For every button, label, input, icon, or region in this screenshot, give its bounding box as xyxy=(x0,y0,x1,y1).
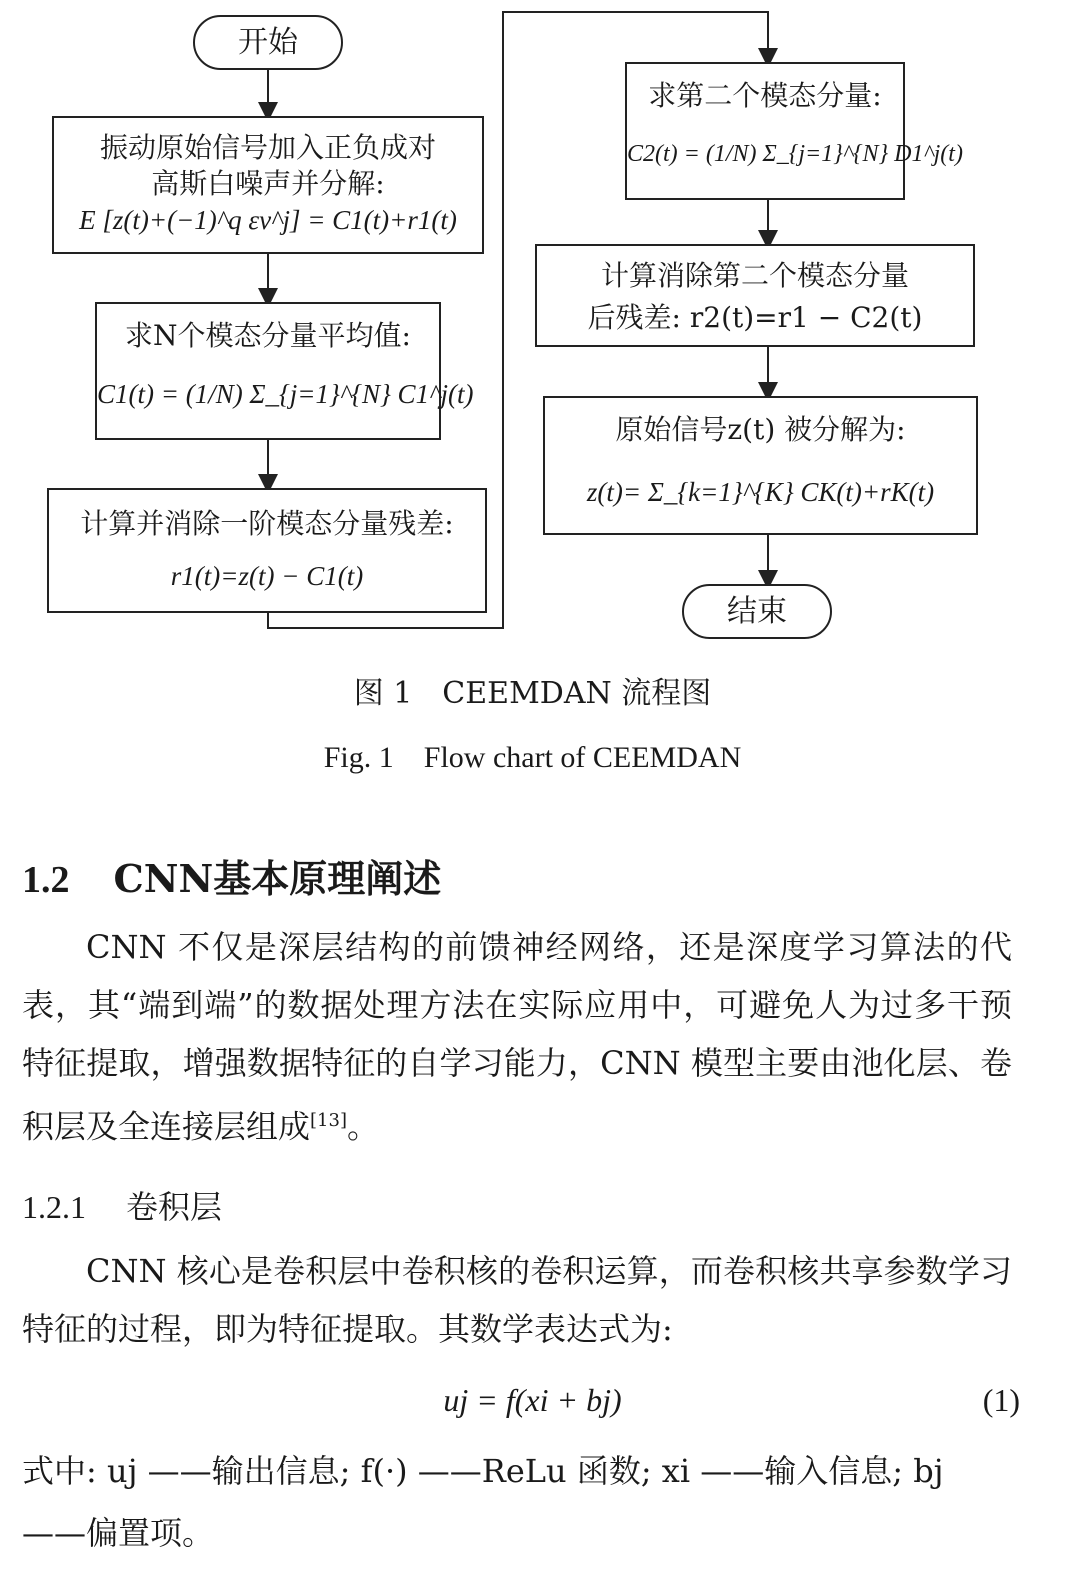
step4-formula: C2(t) = (1/N) Σ_{j=1}^{N} D1^j(t) xyxy=(627,141,963,167)
step4-line1: 求第二个模态分量: xyxy=(648,79,882,112)
subsection-number: 1.2.1 xyxy=(22,1189,86,1225)
step5-line2: 后残差: r2(t)=r1 − C2(t) xyxy=(587,301,923,334)
step5-line1: 计算消除第二个模态分量 xyxy=(600,259,909,292)
step1-line2: 高斯白噪声并分解: xyxy=(151,167,385,200)
step1-box xyxy=(52,116,484,254)
equation-1: uj = f(xi + bj) xyxy=(443,1382,622,1418)
step6-box xyxy=(543,396,978,535)
variable-definitions xyxy=(22,1440,1017,1564)
section-heading xyxy=(22,848,441,903)
paragraph2-text: CNN 核心是卷积层中卷积核的卷积运算，而卷积核共享参数学习特征的过程，即为特征提取。其数学表达式为: xyxy=(22,1252,1012,1348)
end-terminal xyxy=(682,584,832,639)
step1-line1: 振动原始信号加入正负成对 xyxy=(99,131,436,164)
equation-number: (1) xyxy=(982,1382,1020,1418)
figure-caption-cn: 图 1 CEEMDAN 流程图 xyxy=(353,676,712,711)
section-number: 1.2 xyxy=(22,859,70,901)
step2-formula: C1(t) = (1/N) Σ_{j=1}^{N} C1^j(t) xyxy=(97,379,474,409)
figure-caption-en: Fig. 1 Flow chart of CEEMDAN xyxy=(323,741,742,774)
paragraph1-text: CNN 不仅是深层结构的前馈神经网络，还是深度学习算法的代表，其“端到端”的数据处理方法在实际应用中，可避免人为过多干预特征提取，增强数据特征的自学习能力，CNN 模型主要由池化层、卷积层及全连接层组成 xyxy=(22,928,1012,1146)
step3-box xyxy=(47,488,487,613)
paragraph-cnn-intro xyxy=(22,918,1012,1156)
step6-line1: 原始信号z(t) 被分解为: xyxy=(615,413,906,446)
step2-line1: 求N个模态分量平均值: xyxy=(125,319,411,352)
step5-box xyxy=(535,244,975,347)
paragraph1-end: 。 xyxy=(346,1107,379,1146)
step2-box xyxy=(95,302,474,440)
subsection-heading xyxy=(22,1182,222,1228)
subsection-title: 卷积层 xyxy=(126,1188,223,1226)
end-label: 结束 xyxy=(727,594,787,629)
step3-line1: 计算并消除一阶模态分量残差: xyxy=(80,507,454,540)
step3-formula: r1(t)=z(t) − C1(t) xyxy=(170,561,364,591)
citation-13: [13] xyxy=(310,1110,347,1131)
flowchart xyxy=(0,0,1065,655)
paragraph-conv xyxy=(22,1242,1012,1358)
step1-formula: E [z(t)+(−1)^q εv^j] = C1(t)+r1(t) xyxy=(79,205,457,235)
definitions-text: 式中: uj ——输出信息; f(·) ——ReLu 函数; xi ——输入信息; bj ——偏置项。 xyxy=(22,1452,944,1552)
section-title: CNN基本原理阐述 xyxy=(113,856,442,901)
start-terminal xyxy=(193,15,343,70)
step4-box xyxy=(625,62,963,200)
start-label: 开始 xyxy=(238,25,298,60)
step6-formula: z(t)= Σ_{k=1}^{K} CK(t)+rK(t) xyxy=(586,477,935,507)
